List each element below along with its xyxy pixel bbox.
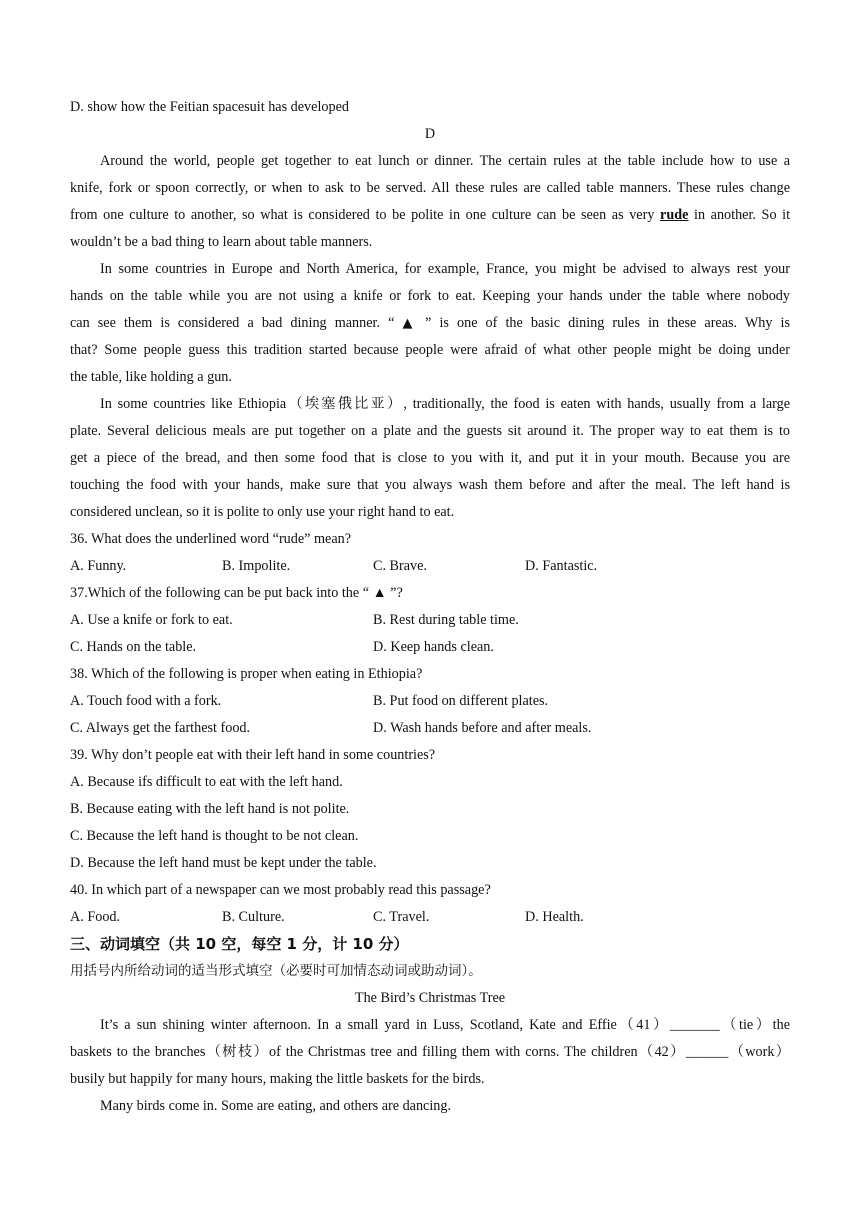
section3-line1: It’s a sun shining winter afternoon. In a small yard in Luss, Scotland, Kate and Effie（41）_______（tie）the xyxy=(100,1017,790,1033)
q38-stem: 38. Which of the following is proper when eating in Ethiopia? xyxy=(70,666,423,682)
p3-line3: get a piece of the bread, and then some food that is close to you with it, and put it in your mouth. Because you are xyxy=(70,450,790,466)
q37-option-c: C. Hands on the table. xyxy=(70,639,197,655)
prev-option-d: D. show how the Feitian spacesuit has developed xyxy=(70,99,349,115)
q40-option-c: C. Travel. xyxy=(373,909,430,925)
section3-line4: Many birds come in. Some are eating, and others are dancing. xyxy=(100,1098,452,1114)
q38-option-b: B. Put food on different plates. xyxy=(373,693,549,709)
q36-option-c: C. Brave. xyxy=(373,558,427,574)
p3-line4: touching the food with your hands, make sure that you always wash them before and after the meal. The left hand is xyxy=(70,477,790,493)
section3-line2: baskets to the branches（树枝）of the Christmas tree and filling them with corns. The children（42）______（work） xyxy=(70,1044,790,1060)
p1-line1: Around the world, people get together to eat lunch or dinner. The certain rules at the table include how to use a xyxy=(100,153,790,169)
section3-instruction: 用括号内所给动词的适当形式填空（必要时可加情态动词或助动词）。 xyxy=(70,963,482,979)
q36-option-a: A. Funny. xyxy=(70,558,127,574)
q37-option-a: A. Use a knife or fork to eat. xyxy=(70,612,233,628)
underlined-word-rude: rude xyxy=(660,207,689,223)
p1-line2: knife, fork or spoon correctly, or when to ask to be served. All these rules are called table manners. These rules change xyxy=(70,180,790,196)
q39-option-d: D. Because the left hand must be kept under the table. xyxy=(70,855,377,871)
p1-line4: wouldn’t be a bad thing to learn about table manners. xyxy=(70,234,373,250)
q40-option-b: B. Culture. xyxy=(222,909,285,925)
q38-option-d: D. Wash hands before and after meals. xyxy=(373,720,592,736)
q39-option-b: B. Because eating with the left hand is not polite. xyxy=(70,801,350,817)
p1-line3-a: from one culture to another, so what is considered to be polite in one culture can be seen as very xyxy=(70,207,655,223)
p3-line1: In some countries like Ethiopia（埃塞俄比亚）, traditionally, the food is eaten with hands, usually from a large xyxy=(100,396,790,412)
q36-stem: 36. What does the underlined word “rude” mean? xyxy=(70,531,352,547)
section3-line3: busily but happily for many hours, making the little baskets for the birds. xyxy=(70,1071,485,1087)
q40-option-d: D. Health. xyxy=(525,909,584,925)
q40-stem: 40. In which part of a newspaper can we most probably read this passage? xyxy=(70,882,491,898)
blank-triangle-marker: ▲ xyxy=(402,316,418,331)
p3-line5: considered unclean, so it is polite to only use your right hand to eat. xyxy=(70,504,455,520)
section3-heading: 三、动词填空（共 10 空，每空 1 分，计 10 分） xyxy=(70,935,409,953)
p3-line2: plate. Several delicious meals are put together on a plate and the guests sit around it. The proper way to eat them is to xyxy=(70,423,790,439)
q36-option-b: B. Impolite. xyxy=(222,558,291,574)
p1-line3-b: in another. So it xyxy=(694,207,791,223)
q37-option-b: B. Rest during table time. xyxy=(373,612,519,628)
q39-option-a: A. Because ifs difficult to eat with the left hand. xyxy=(70,774,343,790)
p2-line5: the table, like holding a gun. xyxy=(70,369,232,385)
p2-line4: that? Some people guess this tradition started because people were afraid of what other people might be doing under xyxy=(70,342,790,358)
q39-option-c: C. Because the left hand is thought to be not clean. xyxy=(70,828,359,844)
q36-option-d: D. Fantastic. xyxy=(525,558,598,574)
q37-stem: 37.Which of the following can be put back into the “ ▲ ”? xyxy=(70,585,403,601)
q37-option-d: D. Keep hands clean. xyxy=(373,639,494,655)
p1-line3 xyxy=(70,202,790,229)
p2-line3-a: can see them is considered a bad dining manner. “ xyxy=(70,315,395,331)
q40-option-a: A. Food. xyxy=(70,909,121,925)
q38-option-c: C. Always get the farthest food. xyxy=(70,720,251,736)
section3-title: The Bird’s Christmas Tree xyxy=(354,990,506,1006)
p2-line2: hands on the table while you are not using a knife or fork to eat. Keeping your hands under the table where nobody xyxy=(70,288,790,304)
q39-stem: 39. Why don’t people eat with their left hand in some countries? xyxy=(70,747,436,763)
p2-line1: In some countries in Europe and North America, for example, France, you might be advised to always rest your xyxy=(100,261,790,277)
p2-line3-b: ” is one of the basic dining rules in these areas. Why is xyxy=(425,315,791,331)
p2-line3 xyxy=(70,310,790,337)
q38-option-a: A. Touch food with a fork. xyxy=(70,693,222,709)
passage-letter: D xyxy=(424,126,436,142)
